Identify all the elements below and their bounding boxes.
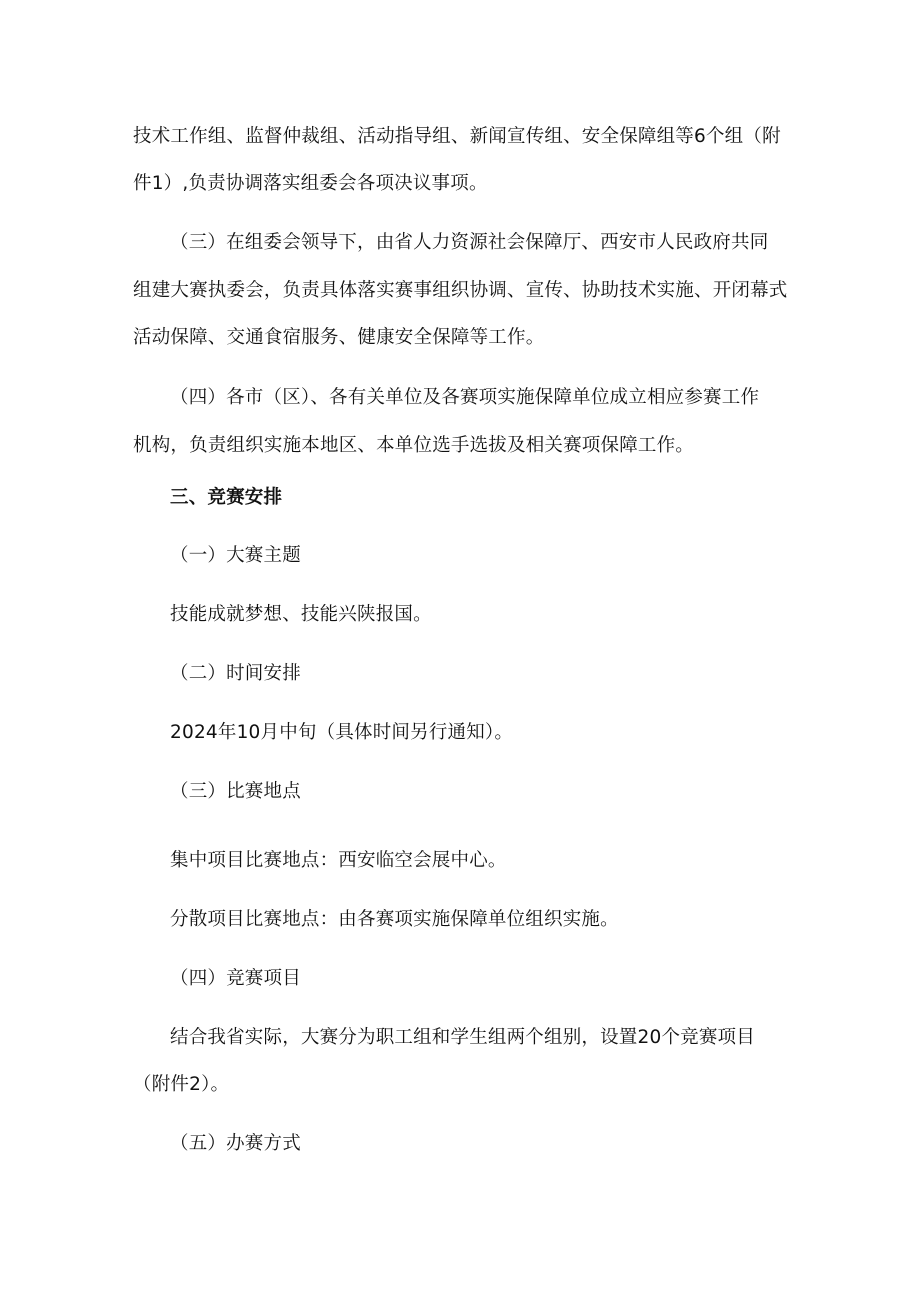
- paragraph-line: 活动保障、交通食宿服务、健康安全保障等工作。: [133, 327, 545, 348]
- paragraph-line: 集中项目比赛地点：西安临空会展中心。: [170, 850, 507, 871]
- subsection-heading: （一）大赛主题: [170, 545, 301, 566]
- paragraph-line: 组建大赛执委会，负责具体落实赛事组织协调、宣传、协助技术实施、开闭幕式: [133, 280, 788, 301]
- subsection-heading: （四）竞赛项目: [170, 968, 301, 989]
- paragraph-line: （附件2）。: [133, 1074, 230, 1095]
- section-heading: 三、竞赛安排: [170, 487, 283, 508]
- paragraph-line: 技术工作组、监督仲裁组、活动指导组、新闻宣传组、安全保障组等6个组（附: [133, 126, 781, 147]
- paragraph-line: 技能成就梦想、技能兴陕报国。: [170, 604, 432, 625]
- paragraph-line: 2024年10月中旬（具体时间另行通知）。: [170, 722, 514, 743]
- subsection-heading: （三）比赛地点: [170, 781, 301, 802]
- paragraph-line: （四）各市（区）、各有关单位及各赛项实施保障单位成立相应参赛工作: [170, 387, 760, 408]
- subsection-heading: （五）办赛方式: [170, 1133, 301, 1154]
- subsection-heading: （二）时间安排: [170, 663, 301, 684]
- paragraph-line: 件1）,负责协调落实组委会各项决议事项。: [133, 173, 488, 194]
- paragraph-line: 机构，负责组织实施本地区、本单位选手选拔及相关赛项保障工作。: [133, 435, 695, 456]
- paragraph-line: 结合我省实际，大赛分为职工组和学生组两个组别，设置20个竞赛项目: [170, 1027, 755, 1048]
- paragraph-line: 分散项目比赛地点：由各赛项实施保障单位组织实施。: [170, 909, 619, 930]
- paragraph-line: （三）在组委会领导下，由省人力资源社会保障厅、西安市人民政府共同: [170, 232, 769, 253]
